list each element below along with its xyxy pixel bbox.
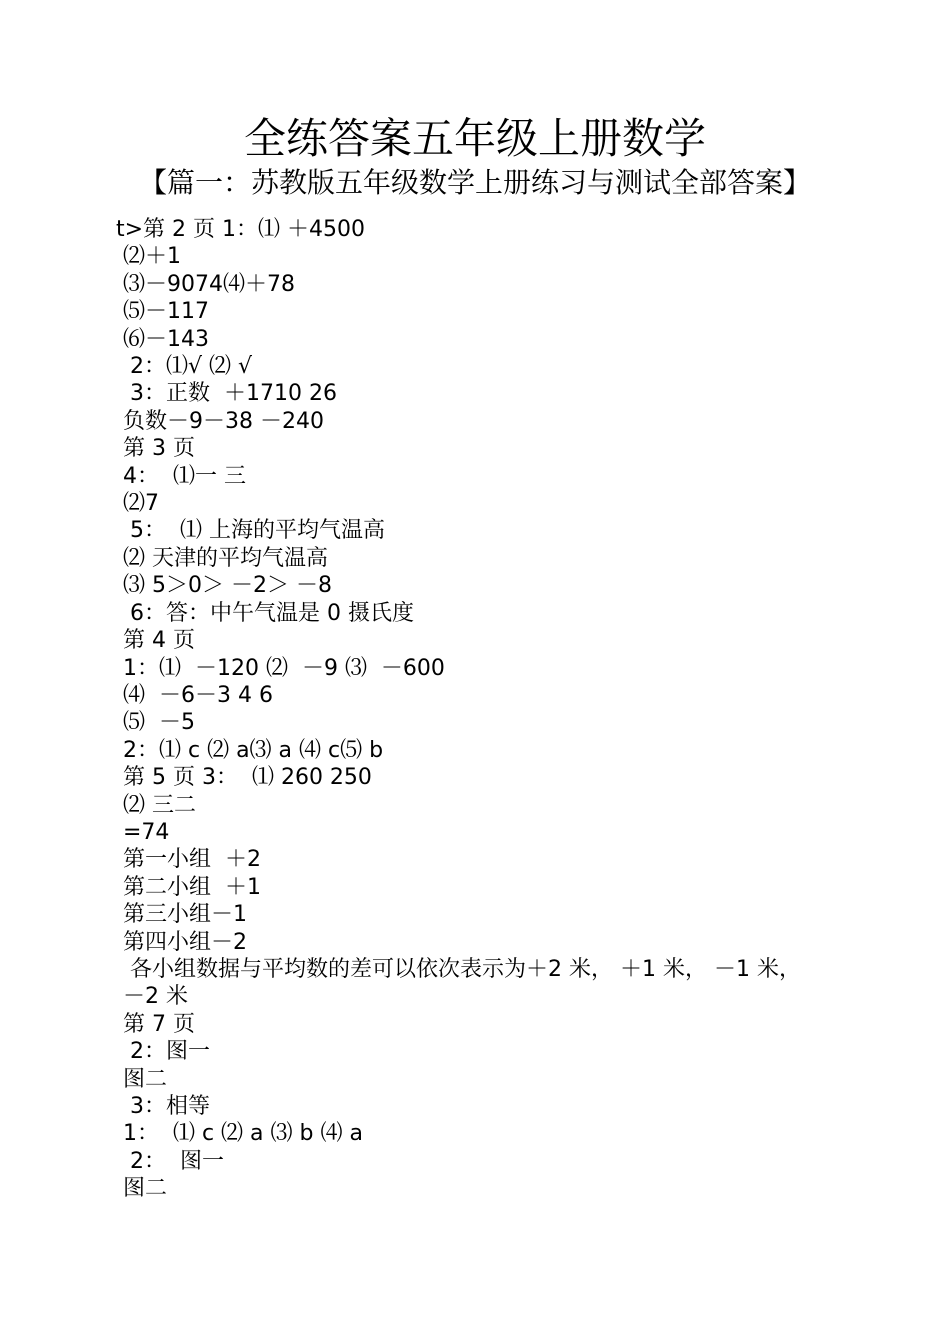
document-title: 全练答案五年级上册数学 (243, 114, 706, 163)
answer-line: 6：答：中午气温是 0 摄氏度 (116, 600, 414, 626)
answer-line: ⑸ －5 (116, 710, 195, 736)
answer-line: 2：⑴ c ⑵ a⑶ a ⑷ c⑸ b (116, 737, 384, 763)
answer-line: 第三小组－1 (116, 902, 247, 928)
answer-line: 第 4 页 (116, 628, 195, 654)
answer-body (116, 216, 836, 1203)
document-subtitle: 【篇一：苏教版五年级数学上册练习与测试全部答案】 (138, 166, 811, 199)
answer-line: 1： ⑴ c ⑵ a ⑶ b ⑷ a (116, 1121, 363, 1147)
answer-line: －2 米 (116, 984, 188, 1010)
answer-line: ⑶ 5＞0＞ －2＞ －8 (116, 573, 332, 599)
answer-line: 第 3 页 (116, 436, 195, 462)
answer-line: 1：⑴ －120 ⑵ －9 ⑶ －600 (116, 655, 445, 681)
answer-line: t>第 2 页 1：⑴ ＋4500 (116, 217, 366, 242)
answer-line: ⑷ －6－3 4 6 (116, 682, 273, 708)
answer-line: 各小组数据与平均数的差可以依次表示为＋2 米， ＋1 米， －1 米， (116, 956, 801, 982)
answer-line: 第 5 页 3： ⑴ 260 250 (116, 765, 372, 791)
answer-line: 第四小组－2 (116, 929, 247, 955)
answer-line: 5： ⑴ 上海的平均气温高 (116, 518, 385, 544)
answer-line: ⑵ 三二 (116, 792, 196, 818)
answer-line: 第 7 页 (116, 1011, 195, 1037)
answer-line: 第二小组 ＋1 (116, 874, 261, 900)
answer-line: ⑹－143 (116, 326, 209, 352)
answer-line: ⑶－9074⑷＋78 (116, 271, 295, 297)
answer-line: 2：图一 (116, 1039, 210, 1065)
answer-line: 4： ⑴一 三 (116, 463, 246, 489)
answer-line: ⑵＋1 (116, 244, 181, 270)
answer-line: 2：⑴√ ⑵ √ (116, 354, 253, 380)
answer-line: 负数－9－38 －240 (116, 408, 324, 434)
answer-line: 3：相等 (116, 1094, 210, 1119)
answer-line: ⑵7 (116, 491, 159, 517)
answer-line: ⑸－117 (116, 299, 209, 325)
answer-line: ⑵ 天津的平均气温高 (116, 545, 328, 571)
answer-line: 图二 (116, 1176, 167, 1202)
answer-line: 3：正数 ＋1710 26 (116, 381, 337, 407)
answer-line: 2： 图一 (116, 1148, 224, 1174)
answer-line: 图二 (116, 1066, 167, 1092)
answer-line: =74 (116, 819, 170, 845)
answer-line: 第一小组 ＋2 (116, 847, 261, 873)
